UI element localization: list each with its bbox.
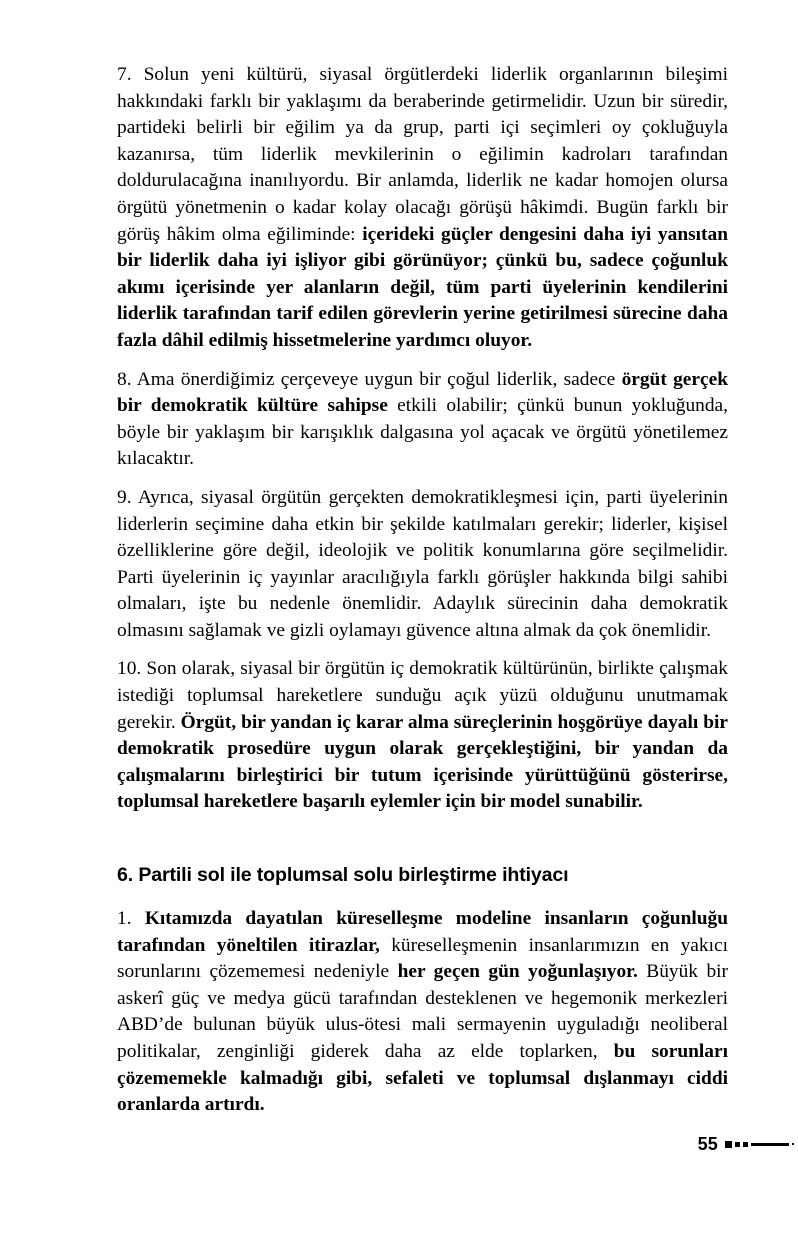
folio [698, 1135, 794, 1153]
section-heading-block [117, 863, 728, 887]
text-run-bold: her geçen gün yoğunlaşıyor. [397, 961, 638, 983]
square-small-icon [735, 1142, 740, 1147]
text-run-regular: Büyük bir askerî güç ve medya gücü tarafından desteklenen ve hegemonik merkezleri ABD’de bulunan büyük ulus-ötesi mali sermayenin uyguladığı neoliberal politikalar, zenginliği giderek daha az elde toplarken, [117, 961, 728, 1062]
text-run-bold: içerideki güçler dengesini daha iyi yansıtan bir liderlik daha iyi işliyor gibi görünüyor; çünkü bu, sadece çoğunluk akımı içerisinde yer alanların değil, tüm parti üyelerinin kendilerini liderlik tarafından tarif edilen görevlerin yerine getirilmesi sürecine daha fazla dâhil edilmiş hissetmelerine yardımcı oluyor. [117, 223, 728, 351]
square-large-icon [725, 1141, 732, 1148]
text-column [117, 62, 728, 1119]
rule-icon [751, 1143, 789, 1146]
section-heading: 6. Partili sol ile toplumsal solu birleştirme ihtiyacı [117, 864, 569, 887]
page-number: 55 [697, 1134, 718, 1154]
page-footer [0, 1134, 798, 1241]
paragraph-10 [117, 656, 728, 816]
footer-ornament [725, 1141, 794, 1148]
text-run-bold: örgüt gerçek bir demokratik kültüre sahipse [117, 368, 728, 417]
paragraph-9 [117, 485, 728, 645]
text-run-regular: 8. Ama önerdiğimiz çerçeveye uygun bir çoğul liderlik, sadece [117, 368, 622, 390]
text-run-regular: 1. [117, 908, 145, 930]
text-run-regular: 9. Ayrıca, siyasal örgütün gerçekten demokratikleşmesi için, parti üyelerinin liderlerin seçimine daha etkin bir şekilde katılmaları gerekir; liderler, kişisel özelliklerine göre değil, ideolojik ve politik konumlarına göre seçilmelidir. Parti üyelerinin iç yayınlar aracılığıyla farklı görüşler hakkında bilgi sahibi olmaları, işte bu nedenle önemlidir. Adaylık sürecinin daha demokratik olmasını sağlamak ve gizli oylamayı güvence altına almak da çok önemlidir. [117, 486, 728, 641]
paragraph-8 [117, 367, 728, 473]
text-run-regular: 7. Solun yeni kültürü, siyasal örgütlerdeki liderlik organlarının bileşimi hakkındaki farklı bir yaklaşımı da beraberinde getirmelidir. Uzun bir süredir, partideki belirli bir eğilim ya da grup, parti içi seçimleri oy çokluğuyla kazanırsa, tüm liderlik mevkilerinin o eğilimin kadroları tarafından doldurulacağına inanılıyordu. Bir anlamda, liderlik ne kadar homojen olursa örgütü yönetmenin o kadar kolay olacağı görüşü hâkimdi. Bugün farklı bir görüş hâkim olma eğiliminde: [117, 64, 728, 245]
square-small-icon [743, 1142, 748, 1147]
text-run-bold: bu sorunları çözememekle kalmadığı gibi, sefaleti ve toplumsal dışlanmayı ciddi oranlarda artırdı. [117, 1041, 728, 1116]
text-run-regular: küreselleşmenin insanlarımızın en yakıcı sorunlarını çözememesi nedeniyle [117, 934, 728, 983]
text-run-bold: Kıtamızda dayatılan küreselleşme modeline insanların çoğunluğu tarafından yöneltilen itirazlar, [117, 908, 729, 956]
paragraph-1 [117, 906, 728, 1119]
text-run-regular: 10. Son olarak, siyasal bir örgütün iç demokratik kültürünün, birlikte çalışmak istediği toplumsal hareketlere sunduğu açık yüzü olduğunu unutmamak gerekir. [117, 658, 728, 733]
text-run-bold: Örgüt, bir yandan iç karar alma süreçlerinin hoşgörüye dayalı bir demokratik prosedüre uygun olarak gerçekleştiğini, bir yandan da çalışmalarını birleştirici bir tutum içerisinde yürüttüğünü gösterirse, toplumsal hareketlere başarılı eylemler için bir model sunabilir. [117, 711, 728, 813]
paragraph-7 [117, 62, 728, 355]
dot-icon [792, 1143, 794, 1145]
text-run-regular: etkili olabilir; çünkü bunun yokluğunda, böyle bir yaklaşım bir karışıklık dalgasına yol açacak ve örgütü yönetilemez kılacaktır. [117, 395, 729, 470]
